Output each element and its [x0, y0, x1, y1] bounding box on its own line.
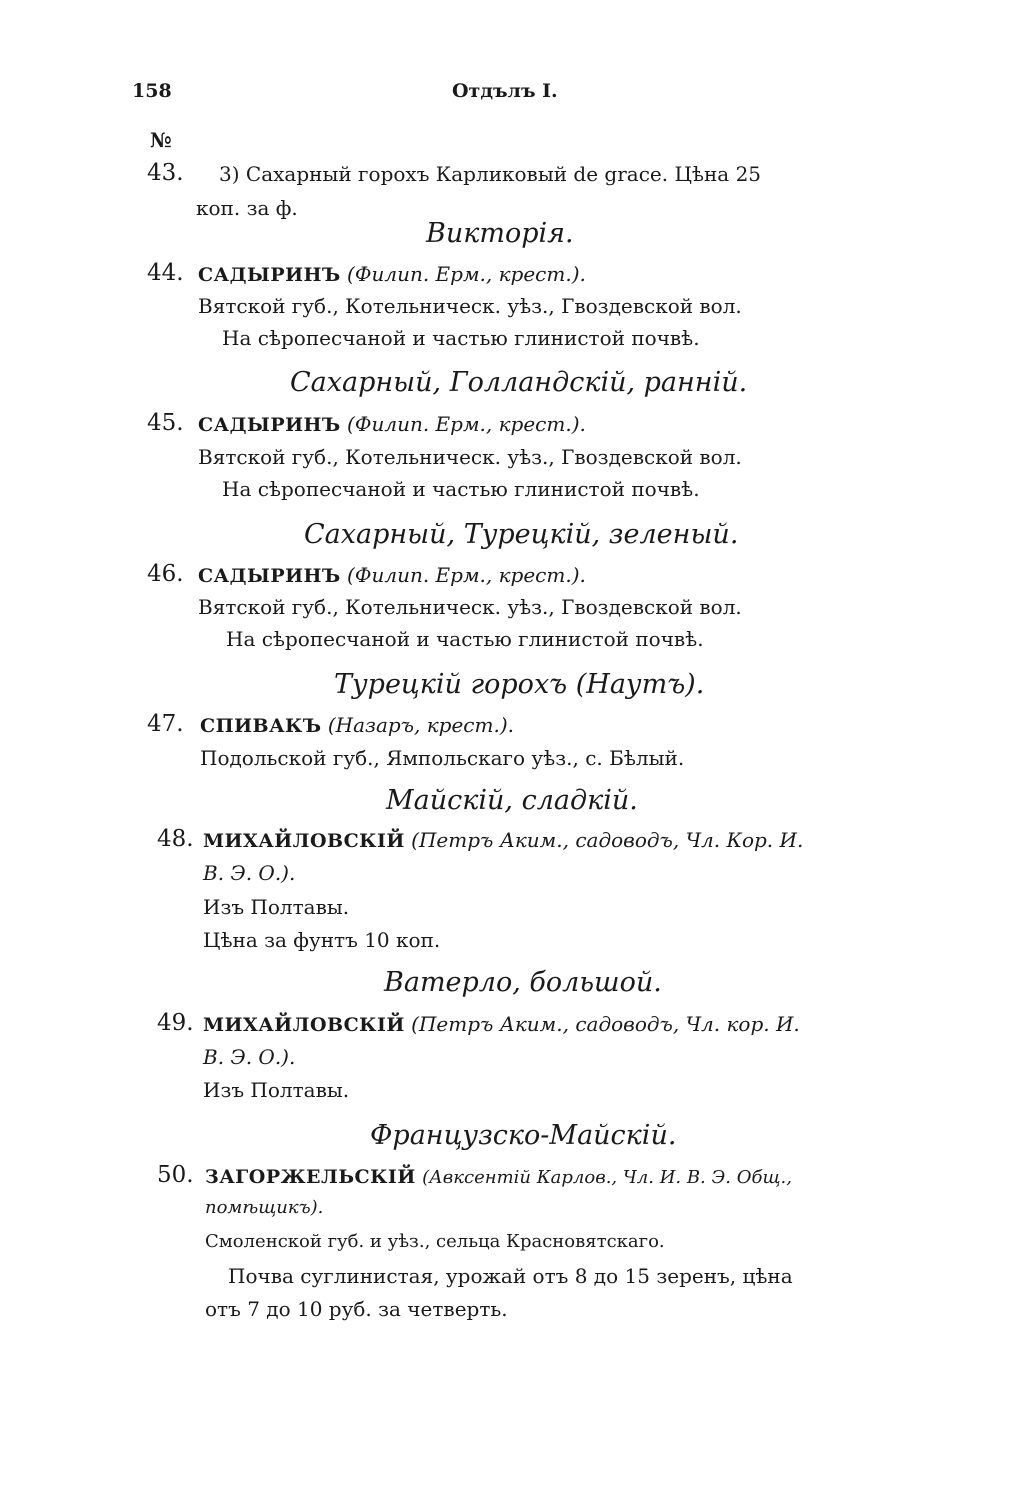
numero-sign: № — [150, 128, 172, 152]
grower-name: СПИВАКЪ — [200, 715, 322, 737]
grower-name: САДЫРИНЪ — [198, 565, 341, 587]
variety-title-may-sweet: Майскій, сладкій. — [386, 785, 638, 816]
entry-44-location: Вятской губ., Котельническ. уѣз., Гвоздевской вол. — [198, 294, 742, 318]
entry-48-origin: Изъ Полтавы. — [203, 895, 350, 919]
grower-detail: (Петръ Аким., садоводъ, Чл. кор. И. — [411, 1012, 800, 1036]
grower-name: МИХАЙЛОВСКІЙ — [203, 1014, 405, 1036]
entry-number-43: 43. — [147, 160, 184, 186]
variety-title-dutch-early: Сахарный, Голландскій, ранній. — [290, 367, 748, 398]
entry-50-location: Смоленской губ. и уѣз., сельца Красновятскаго. — [205, 1231, 665, 1252]
grower-detail: (Филип. Ерм., крест.). — [347, 262, 586, 286]
grower-detail: (Назаръ, крест.). — [327, 713, 514, 737]
entry-50-price: отъ 7 до 10 руб. за четверть. — [205, 1297, 508, 1321]
entry-48-price: Цѣна за фунтъ 10 коп. — [203, 928, 441, 952]
entry-45-location: Вятской губ., Котельническ. уѣз., Гвоздевской вол. — [198, 445, 742, 469]
entry-49-society: В. Э. О.). — [203, 1045, 296, 1069]
entry-46-soil: На сѣропесчаной и частью глинистой почвѣ. — [226, 627, 704, 651]
entry-45-soil: На сѣропесчаной и частью глинистой почвѣ. — [222, 477, 700, 501]
entry-44-line-1 — [198, 262, 586, 286]
grower-detail: (Филип. Ерм., крест.). — [347, 412, 586, 436]
entry-43-line-1 — [219, 162, 867, 186]
grower-name: ЗАГОРЖЕЛЬСКІЙ — [205, 1166, 416, 1188]
grower-name: САДЫРИНЪ — [198, 414, 341, 436]
variety-title-french-may: Французско-Майскій. — [370, 1120, 677, 1151]
grower-detail: (Петръ Аким., садоводъ, Чл. Кор. И. — [411, 828, 804, 852]
entry-number-49: 49. — [157, 1010, 194, 1036]
entry-49-line-1 — [203, 1012, 800, 1036]
entry-number-50: 50. — [157, 1162, 194, 1188]
grower-name: МИХАЙЛОВСКІЙ — [203, 830, 405, 852]
entry-46-location: Вятской губ., Котельническ. уѣз., Гвоздевской вол. — [198, 595, 742, 619]
entry-number-46: 46. — [147, 561, 184, 587]
grower-name: САДЫРИНЪ — [198, 264, 341, 286]
entry-48-line-1 — [203, 828, 803, 852]
entry-number-45: 45. — [147, 410, 184, 436]
variety-title-chickpea: Турецкій горохъ (Наутъ). — [334, 669, 705, 700]
entry-47-location: Подольской губ., Ямпольскаго уѣз., с. Бѣлый. — [200, 746, 685, 770]
entry-number-47: 47. — [147, 711, 184, 737]
entry-49-origin: Изъ Полтавы. — [203, 1078, 350, 1102]
section-header: Отдълъ I. — [452, 80, 558, 102]
entry-number-48: 48. — [157, 826, 194, 852]
grower-detail: (Филип. Ерм., крест.). — [347, 563, 586, 587]
entry-50-title: помѣщикъ). — [205, 1197, 324, 1218]
entry-50-line-1 — [205, 1164, 792, 1188]
entry-43-text: 3) Сахарный горохъ Карликовый de grace. Цѣна 25 — [219, 162, 762, 186]
entry-46-line-1 — [198, 563, 586, 587]
entry-number-44: 44. — [147, 260, 184, 286]
variety-title-waterloo: Ватерло, большой. — [384, 967, 662, 998]
entry-48-society: В. Э. О.). — [203, 861, 296, 885]
variety-title-victoria: Викторія. — [426, 218, 574, 249]
variety-title-turkish-green: Сахарный, Турецкій, зеленый. — [304, 519, 739, 550]
page-number: 158 — [132, 80, 172, 102]
entry-45-line-1 — [198, 412, 586, 436]
entry-50-soil-yield: Почва суглинистая, урожай отъ 8 до 15 зеренъ, цѣна — [228, 1264, 793, 1288]
grower-detail: (Авксентій Карлов., Чл. И. В. Э. Общ., — [422, 1167, 792, 1188]
entry-44-soil: На сѣропесчаной и частью глинистой почвѣ. — [222, 326, 700, 350]
entry-43-line-2: коп. за ф. — [196, 196, 298, 220]
entry-47-line-1 — [200, 713, 514, 737]
